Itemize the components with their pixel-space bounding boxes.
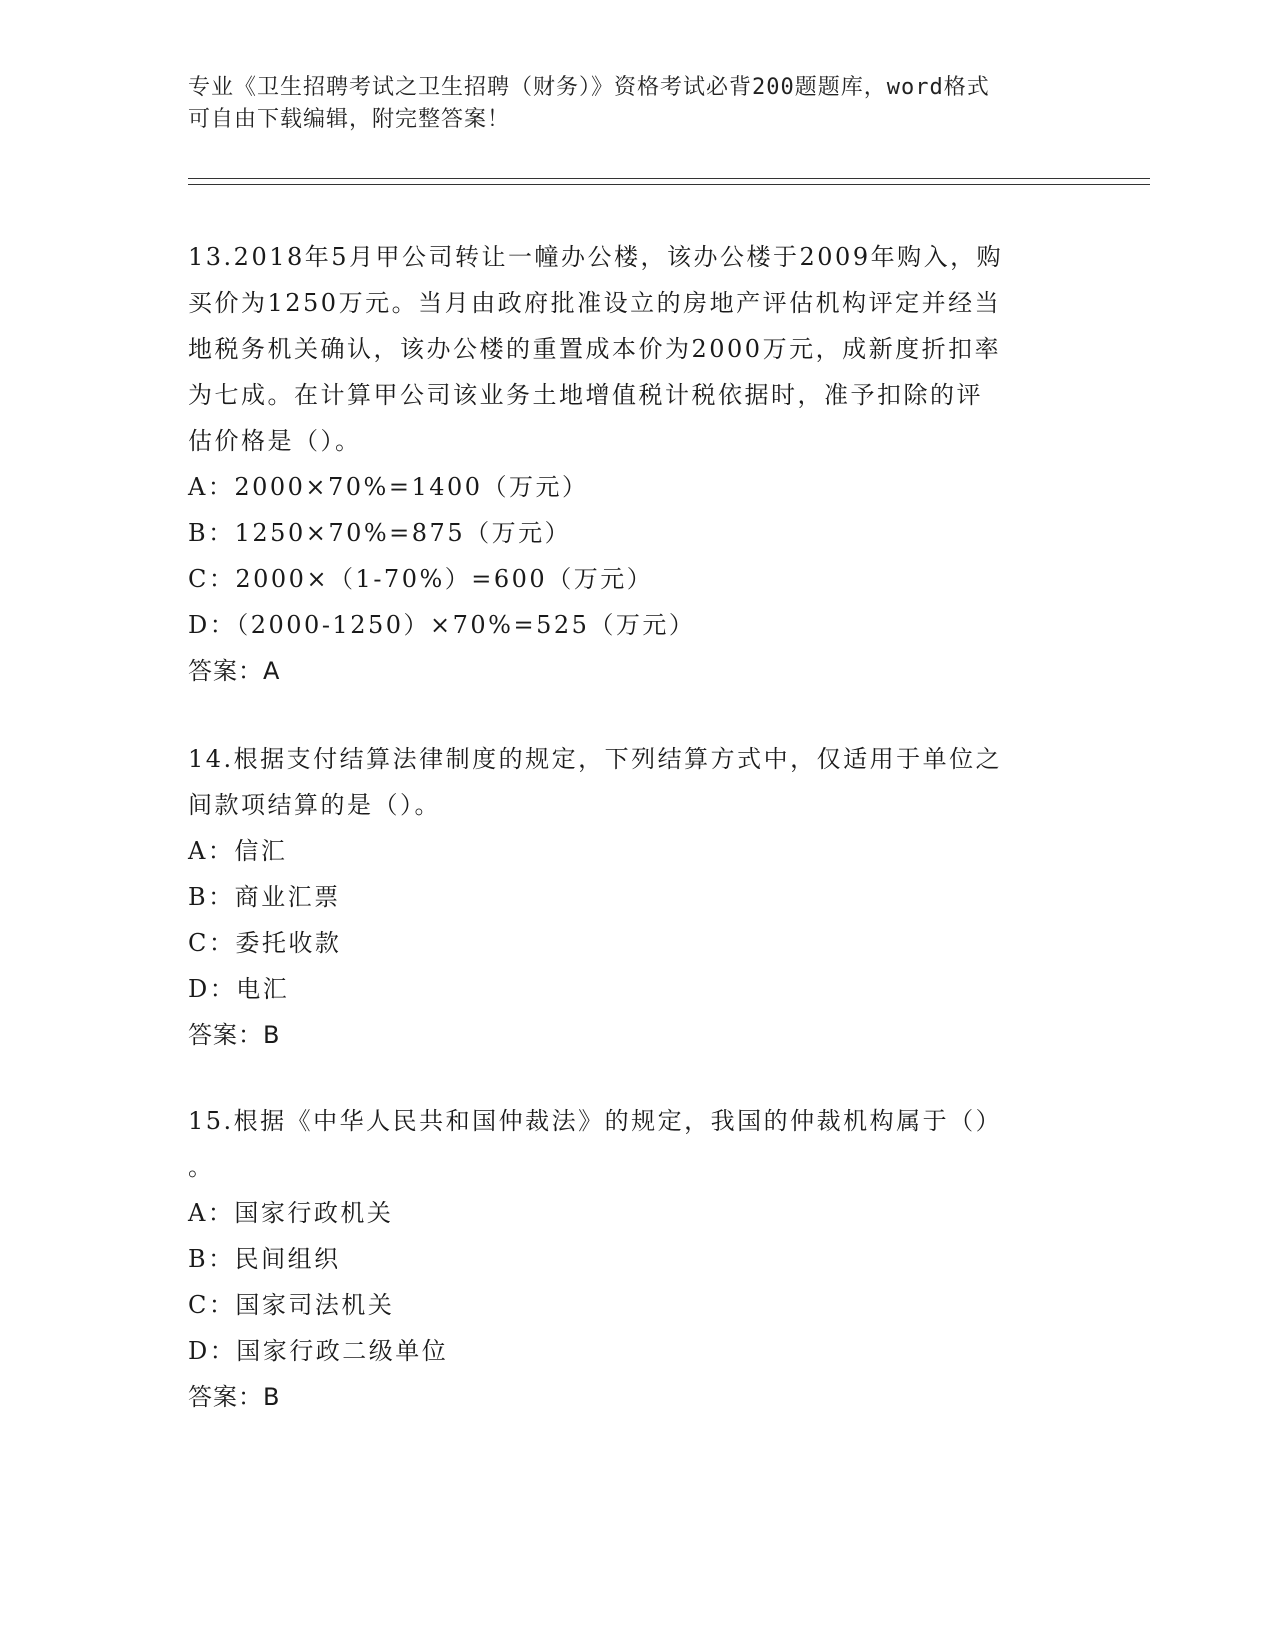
question-14 — [188, 736, 1088, 1058]
answer-label: 答案：B — [188, 1383, 281, 1411]
option-c: C：2000×（1-70%）=600（万元） — [188, 565, 654, 593]
option-b: B：1250×70%=875（万元） — [188, 519, 572, 547]
question-stem-line: 13.2018年5月甲公司转让一幢办公楼，该办公楼于2009年购入，购 — [188, 243, 1004, 271]
option-b: B：商业汇票 — [188, 883, 341, 911]
option-a: A：2000×70%=1400（万元） — [188, 473, 589, 501]
question-15 — [188, 1098, 1088, 1420]
question-stem-line: 地税务机关确认，该办公楼的重置成本价为2000万元，成新度折扣率 — [188, 335, 1002, 363]
option-c: C：国家司法机关 — [188, 1291, 395, 1319]
header-divider-bottom — [188, 184, 1150, 185]
answer-label: 答案：A — [188, 657, 281, 685]
answer-label: 答案：B — [188, 1021, 281, 1049]
option-a: A：信汇 — [188, 837, 288, 865]
header-line-2: 可自由下载编辑，附完整答案！ — [188, 107, 511, 132]
question-stem-line: 15.根据《中华人民共和国仲裁法》的规定，我国的仲裁机构属于（） — [188, 1107, 1003, 1135]
question-stem-line: 间款项结算的是（）。 — [188, 791, 441, 819]
question-stem-line: 。 — [188, 1153, 215, 1181]
option-a: A：国家行政机关 — [188, 1199, 394, 1227]
document-header — [188, 72, 1088, 136]
option-c: C：委托收款 — [188, 929, 342, 957]
option-b: B：民间组织 — [188, 1245, 341, 1273]
option-d: D：电汇 — [188, 975, 290, 1003]
header-divider-top — [188, 178, 1150, 179]
option-d: D：（2000-1250）×70%=525（万元） — [188, 611, 696, 639]
header-line-1: 专业《卫生招聘考试之卫生招聘（财务）》资格考试必背200题题库，word格式 — [188, 75, 990, 100]
question-stem-line: 买价为1250万元。当月由政府批准设立的房地产评估机构评定并经当 — [188, 289, 1002, 317]
question-stem-line: 估价格是（）。 — [188, 427, 362, 455]
question-stem-line: 为七成。在计算甲公司该业务土地增值税计税依据时，准予扣除的评 — [188, 381, 983, 409]
question-13 — [188, 234, 1088, 694]
question-stem-line: 14.根据支付结算法律制度的规定，下列结算方式中，仅适用于单位之 — [188, 745, 1003, 773]
option-d: D：国家行政二级单位 — [188, 1337, 449, 1365]
